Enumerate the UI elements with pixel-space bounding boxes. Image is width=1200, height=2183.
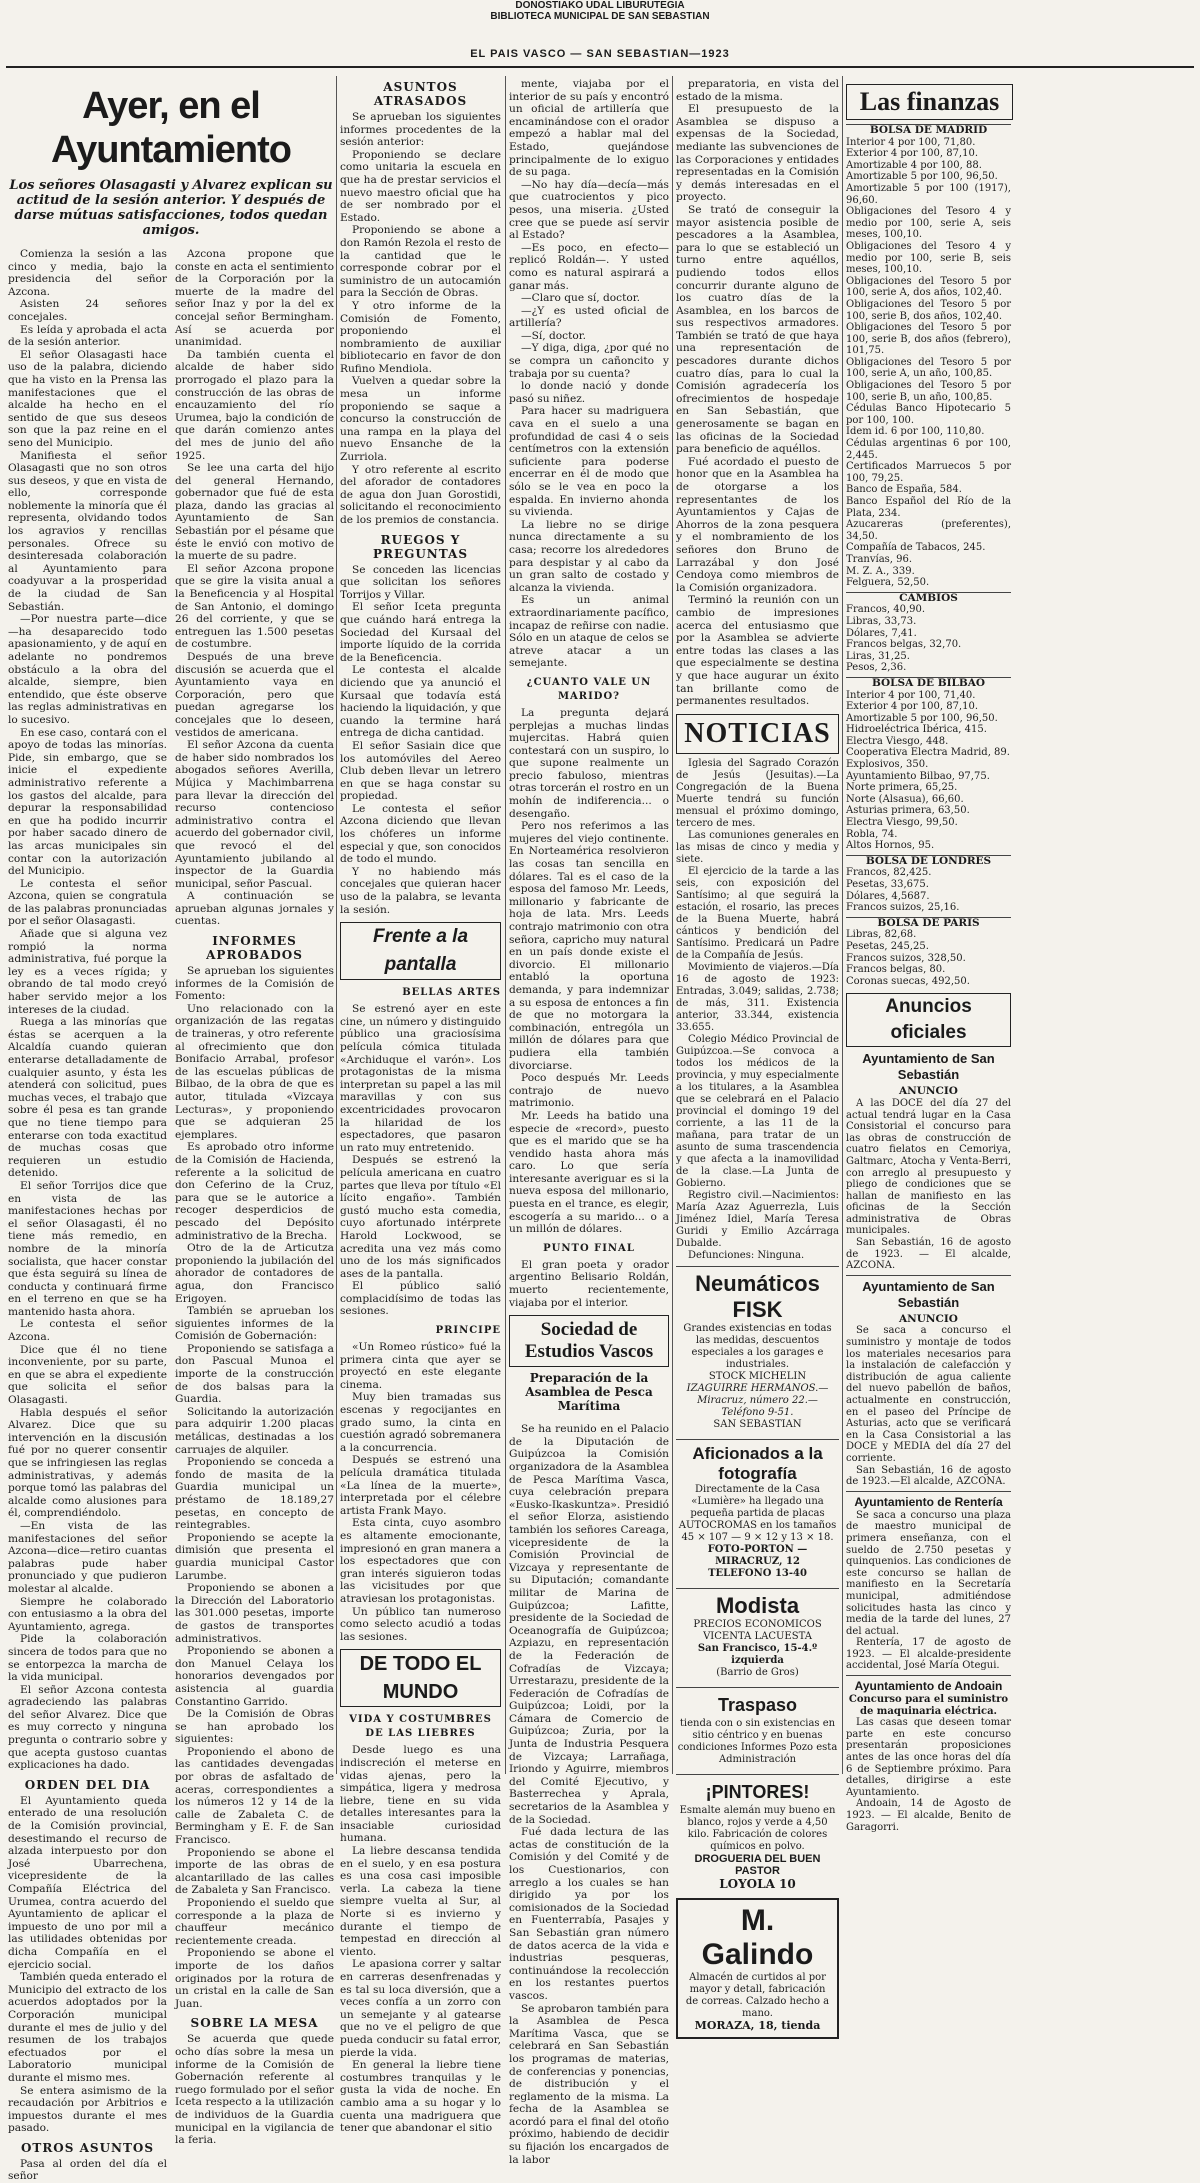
quote-line: Felguera, 52,50. bbox=[846, 577, 930, 589]
quote-line: Norte (Alsasua), 66,60. bbox=[846, 793, 964, 805]
paragraph: lo donde nació y donde pasó su niñez. bbox=[509, 380, 669, 405]
paragraph: Para hacer su madriguera cava en el suelo a una profundidad de casi 4 o seis centímetros con la extensión suficiente para poderse encerrar en él de modo que sólo se le vea en poco la espalda. En invierno ahonda su vivienda. bbox=[509, 405, 669, 519]
quote-line: Electra Viesgo, 99,50. bbox=[846, 817, 958, 829]
quote-line: Francos, 40,90. bbox=[846, 604, 926, 616]
paragraph: Poco después Mr. Leeds contrajo de nuevo matrimonio. bbox=[509, 1072, 669, 1110]
galindo-text: Almacén de curtidos al por mayor y detall, fabricación de correas. Calzado hecho a mano. bbox=[685, 1972, 830, 2020]
quote-line: Azucareras (preferentes), 34,50. bbox=[846, 519, 1011, 542]
paragraph: Proponiendo se conceda a fondo de masita de la Guardia municipal un préstamo de 18.189,27 pesetas, en concepto de reintegrables. bbox=[175, 1456, 334, 1532]
section-otros-asuntos: OTROS ASUNTOS bbox=[20, 2140, 155, 2155]
renteria-text: Se saca a concurso una plaza de maestro municipal de primera enseñanza, con el sueldo de 2.750 pesetas y quinquenios. Las condiciones de este concurso se hallan de manifiesto en la Secretaría municipal, admitiéndose solicitudes hasta las cinco y media de la tarde del lunes, 27 del actual. bbox=[846, 1509, 1011, 1637]
finanzas-title: Las finanzas bbox=[846, 84, 1013, 120]
paragraph: Mr. Leeds ha batido una especie de «record», puesto que es el marido que se ha vendido hasta ahora más caro. Lo que sería interesante averiguar es si la nueva esposa del millonario, puesta en el trance, es elegir, escogería a su marido... o a un millón de dólares. bbox=[509, 1109, 669, 1236]
pintores-address: LOYOLA 10 bbox=[719, 1876, 796, 1891]
liebres-subtitle: VIDA Y COSTUMBRES DE LAS LIEBRES bbox=[349, 1714, 492, 1740]
paragraph: Siempre he colaborado con entusiasmo a la obra del Ayuntamiento, agrega. bbox=[8, 1595, 167, 1633]
anuncio-label: ANUNCIO bbox=[899, 1085, 958, 1098]
quote-line: Norte primera, 65,25. bbox=[846, 782, 958, 794]
quote-line: Cédulas Banco Hipotecario 5 por 100, 100. bbox=[846, 403, 1011, 426]
ayto-andoain-title: Ayuntamiento de Andoain bbox=[854, 1679, 1003, 1694]
paragraph: Se lee una carta del hijo del general Hernando, gobernador que fué de esta plaza, dando las gracias al Ayuntamiento de San Sebastián por el pésame que éste le envió con motivo de la muerte de su padre. bbox=[175, 462, 334, 563]
section-asuntos-atrasados: ASUNTOS ATRASADOS bbox=[373, 80, 468, 108]
quote-line: Cooperativa Electra Madrid, 89. bbox=[846, 747, 1010, 759]
ad-traspaso bbox=[676, 1687, 839, 1770]
paragraph: Se aprueban los siguientes informes procedentes de la sesión anterior: bbox=[340, 111, 501, 149]
column-separator bbox=[505, 76, 506, 1774]
anuncio-sign: San Sebastián, 16 de agosto de 1923.—El alcalde, AZCONA. bbox=[846, 1464, 1011, 1488]
paragraph: El Ayuntamiento queda enterado de una resolución de la Comisión provincial, desestimando el recurso de alzada interpuesto por don José Ubarrechena, vicepresidente de la Compañía Eléctrica del Urumea, contra acuerdo del Ayuntamiento de aplicar el impuesto de uno por mil a las utilidades obtenidas por dicha Compañía en el ejercicio social. bbox=[8, 1794, 167, 1971]
quote-line: Francos, 82,425. bbox=[846, 867, 932, 879]
column-3 bbox=[340, 78, 501, 2135]
principe-label: PRINCIPE bbox=[435, 1325, 501, 1337]
paragraph: Le contesta el señor Azcona diciendo que llevan los chóferes un informe especial y que, son conocidos de todo el mundo. bbox=[340, 802, 501, 866]
paragraph: Proponiendo se declare como unitaria la escuela en que ha de prestar servicios el nuevo maestro oficial que ha de ser nombrado por el Estado. bbox=[340, 148, 501, 224]
paragraph: —En vista de las manifestaciones del señor Azcona—dice—retiro cuantas palabras pude haber pronunciado y que pudieron molestar al alcalde. bbox=[8, 1519, 167, 1595]
frente-pantalla-title: Frente a la pantalla bbox=[340, 922, 501, 980]
paragraph: También queda enterado el Municipio del extracto de los acuerdos adoptados por la Corporación municipal durante el mes de julio y del resumen de los trabajos efectuados por el Laboratorio municipal durante el mismo mes. bbox=[8, 1971, 167, 2084]
paragraph: Comienza la sesión a las cinco y media, bajo la presidencia del señor Azcona. bbox=[8, 248, 167, 298]
subheadline-ayuntamiento: Los señores Olasagasti y Alvarez explican su actitud de la sesión anterior. Y después de darse mútuas satisfacciones, todos quedan amigos. bbox=[9, 178, 333, 238]
paragraph: Asisten 24 señores concejales. bbox=[8, 298, 167, 323]
paragraph: Añade que si alguna vez rompió la norma administrativa, fué porque la ley es a veces rígida; y obrando de tal modo creyó haber servido mejor a los intereses de la ciudad. bbox=[8, 928, 167, 1016]
paragraph: Después se estrenó la película americana en cuatro partes que lleva por título «El lícito engaño». También gustó mucho esta comedia, cuyo afortunado intérprete Harold Lockwood, se acredita una vez más como uno de los más significados ases de la pantalla. bbox=[340, 1154, 501, 1280]
ad-galindo bbox=[676, 1898, 839, 2039]
paragraph: El gran poeta y orador argentino Belisario Roldán, muerto recientemente, viajaba por el interior. bbox=[509, 1258, 669, 1309]
quote-line: Banco de España, 584. bbox=[846, 484, 962, 496]
paragraph: Proponiendo se abonen a don Manuel Celaya los honorarios devengados por asistencia al guardia Constantino Garrido. bbox=[175, 1645, 334, 1708]
library-line-spanish: BIBLIOTECA MUNICIPAL DE SAN SEBASTIAN bbox=[490, 11, 710, 22]
paragraph: Le contesta el señor Azcona. bbox=[8, 1318, 167, 1344]
paragraph: El presupuesto de la Asamblea se dispuso a expensas de la Sociedad, mediante las subvenciones de las Corporaciones y entidades representadas en la Comisión y demás interesadas en el proyecto. bbox=[676, 103, 839, 204]
quote-line: Interior 4 por 100, 71,40. bbox=[846, 689, 976, 701]
section-cuanto-vale-marido: ¿CUANTO VALE UN MARIDO? bbox=[526, 676, 652, 702]
section-informes-aprobados: INFORMES APROBADOS bbox=[206, 934, 303, 963]
paragraph: preparatoria, en vista del estado de la misma. bbox=[676, 78, 839, 103]
paragraph: Proponiendo se abone a don Ramón Rezola el resto de la cantidad que le corresponde cobrar por el suministro de un autocamión para la Sección de Obras. bbox=[340, 224, 501, 300]
paragraph: El público salió complacidísimo de todas las sesiones. bbox=[340, 1280, 501, 1318]
paragraph: La pregunta dejará perplejas a muchas lindas mujercitas. Habrá quien contestará con un suspiro, lo que supone realmente un precio fabuloso, mientras otras torcerán el rostro en un mohín de indiferencia... o desengaño. bbox=[509, 706, 669, 820]
quote-line: Robla, 74. bbox=[846, 828, 898, 840]
paragraph: Después de una breve discusión se acuerda que el Ayuntamiento vaya en Corporación, pero que puedan agregarse los concejales que lo deseen, vestidos de americana. bbox=[175, 651, 334, 739]
quote-line: Banco Español del Río de la Plata, 234. bbox=[846, 496, 1011, 519]
quote-line: Explosivos, 350. bbox=[846, 759, 929, 771]
pintores-title: ¡PINTORES! bbox=[705, 1781, 810, 1802]
paragraph: Se acuerda que quede ocho días sobre la mesa un informe de la Comisión de Gobernación referente al ruego formulado por el señor Iceta respecto a la utilización de individuos de la Guardia municipal en la vigilancia de la feria. bbox=[175, 2033, 334, 2147]
column-2 bbox=[175, 248, 334, 2183]
quote-line: Obligaciones del Tesoro 5 por 100, serie B, dos años, 102,40. bbox=[846, 298, 1011, 322]
paragraph: Proponiendo se abonen a la Dirección del Laboratorio las 301.000 pesetas, importe de gastos de transportes administrativos. bbox=[175, 1582, 334, 1645]
paragraph: El señor Iceta pregunta que cuándo hará entrega la Sociedad del Kursaal del importe líquido de la corrida de la Beneficencia. bbox=[340, 601, 501, 664]
paragraph: El señor Torrijos dice que en vista de las manifestaciones hechas por el señor Olasagasti, él no tiene más remedio, en nombre de la minoría socialista, que hacer constar que ésta seguirá su línea de conducta y continuará firme en el terreno en que se ha mantenido hasta ahora. bbox=[8, 1179, 167, 1318]
paragraph: Le contesta el señor Azcona, quien se congratula de las palabras pronunciadas por el señor Olasagasti. bbox=[8, 877, 167, 928]
noticias-title: NOTICIAS bbox=[676, 714, 839, 754]
paragraph: Se entera asimismo de la recaudación por Arbitrios e impuestos durante el mes pasado. bbox=[8, 2084, 167, 2135]
column-separator bbox=[672, 76, 673, 1774]
quote-line: Francos suizos, 328,50. bbox=[846, 952, 966, 964]
paragraph: Le apasiona correr y saltar en carreras desenfrenadas y es tal su loca diversión, que a veces confía a un zorro con un semejante y al gatearse que no ve el peligro de que pueda conducir su fatal error, pierde la vida. bbox=[340, 1958, 501, 2059]
paragraph: Se trató de conseguir la mayor asistencia posible de pescadores a la Asamblea, para lo que se estableció un turno entre aquéllos, pudiendo todos ellos concurrir durante alguno de los cuatro días de la Asamblea, en los barcos de sus respectivos armadores. También se trató de que haya una representación de pescadores durante dichos cuatro días, para lo cual la Comisión agradecería los ofrecimientos de hospedaje en San Sebastián, que generosamente se bagan en las oficinas de la Sociedad para beneficio de aquéllos. bbox=[676, 203, 839, 456]
renteria-sign: Rentería, 17 de agosto de 1923. — El alcalde-presidente accidental, José María Otegui. bbox=[846, 1637, 1011, 1672]
finanzas-block bbox=[846, 124, 1011, 1833]
paragraph: Terminó la reunión con un cambio de impresiones acerca del entusiasmo que por la Asamblea se advierte entre todas las clases a las que especialmente se destina y que hace augurar un éxito tan brillante como de permanentes resultados. bbox=[676, 594, 839, 708]
bolsa-paris-label: BOLSA DE PARIS bbox=[846, 917, 1011, 930]
column-4 bbox=[509, 78, 669, 2166]
paragraph: Pasa al orden del día el señor bbox=[8, 2157, 167, 2183]
quote-line: Obligaciones del Tesoro 5 por 100, serie A, un año, 100,85. bbox=[846, 356, 1011, 380]
pintores-shop: DROGUERIA DEL BUEN PASTOR bbox=[694, 1852, 821, 1878]
bolsa-londres-label: BOLSA DE LONDRES bbox=[846, 855, 1011, 868]
paragraph: De la Comisión de Obras se han aprobado los siguientes: bbox=[175, 1708, 334, 1746]
paragraph: Un público tan numeroso como selecto acudió a todas las sesiones. bbox=[340, 1605, 501, 1643]
paragraph: Y no habiendo más concejales que quieran hacer uso de la palabra, se levanta la sesión. bbox=[340, 865, 501, 916]
paragraph: Pide la colaboración sincera de todos para que no se entorpezca la marcha de la vida municipal. bbox=[8, 1633, 167, 1684]
paragraph: Solicitando la autorización para adquirir 1.200 placas metálicas, destinadas a los carruajes de alquiler. bbox=[175, 1405, 334, 1456]
bellas-artes-label: BELLAS ARTES bbox=[402, 987, 501, 999]
quote-line: Dólares, 7,41. bbox=[846, 627, 917, 639]
library-line-basque: DONOSTIAKO UDAL LIBURUTEGIA bbox=[515, 0, 685, 11]
paragraph: Después se estrenó una película dramática titulada «La línea de la muerte», interpretada por el célebre artista Frank Mayo. bbox=[340, 1454, 501, 1517]
quote-line: Amortizable 5 por 100, 96,50. bbox=[846, 171, 998, 183]
paragraph: —Es poco, en efecto—replicó Roldán—. Y usted como es natural aspirará a ganar más. bbox=[509, 241, 669, 292]
paragraph: El señor Azcona da cuenta de haber sido nombrados los abogados señores Averilla, Mújica y Machimbarrena para llevar la dirección del recurso contencioso administrativo contra el acuerdo del gobernador civil, que revocó el del Ayuntamiento jubilando al inspector de la Guardia municipal, señor Pascual. bbox=[175, 739, 334, 890]
paragraph: Proponiendo el sueldo que corresponde a la plaza de chauffeur mecánico recientemente creada. bbox=[175, 1897, 334, 1947]
ad-fotografia bbox=[676, 1439, 839, 1584]
fisk-address: IZAGUIRRE HERMANOS.—Miracruz, número 22.—Teléfono 9-51. bbox=[686, 1382, 829, 1418]
ayto-san-sebastian-title: Ayuntamiento de San Sebastián bbox=[862, 1278, 995, 1310]
modista-line: San Francisco, 15-4.º izquierda bbox=[697, 1642, 818, 1666]
column-1 bbox=[8, 248, 167, 2183]
quote-line: Amortizable 4 por 100, 88. bbox=[846, 159, 982, 171]
paragraph: Proponiendo se satisfaga a don Pascual Munoa el importe de la construcción de dos balsas para la Guardia. bbox=[175, 1342, 334, 1406]
modista-line: VICENTA LACUESTA bbox=[703, 1630, 812, 1642]
fisk-stock: STOCK MICHELIN bbox=[708, 1370, 807, 1382]
andoain-sign: Andoain, 14 de Agosto de 1923. — El alcalde, Benito de Garagorri. bbox=[846, 1798, 1011, 1833]
paragraph: Movimiento de viajeros.—Día 16 de agosto de 1923: Entradas, 3.049; salidas, 2.738; de más, 311. Existencia anterior, 33.344, existencia 33.655. bbox=[676, 961, 839, 1033]
paragraph: El señor Azcona contesta agradeciendo las palabras del señor Alvarez. Dice que es muy correcto y ninguna pregunta o contrario sobre y que acepta gustoso cuantas explicaciones ha dado. bbox=[8, 1683, 167, 1772]
paragraph: Fué acordado el puesto de honor que en la Asamblea ha de otorgarse a los representantes de los Ayuntamientos y Cajas de Ahorros de la zona pesquera y el nombramiento de los señores don Bruno de Larrazábal y don José Cendoya como miembros de la Comisión organizadora. bbox=[676, 455, 839, 594]
quote-line: Hidroeléctrica Ibérica, 415. bbox=[846, 724, 987, 736]
quote-line: Idem id. 6 por 100, 110,80. bbox=[846, 426, 985, 438]
paragraph: Proponiendo se acepte la dimisión que presenta el guardia municipal Castor Larumbe. bbox=[175, 1531, 334, 1582]
quote-line: Obligaciones del Tesoro 5 por 100, serie B, un año, 100,85. bbox=[846, 380, 1011, 403]
foto-address: FOTO-PORTON — MIRACRUZ, 12 bbox=[707, 1543, 808, 1567]
masthead-rule bbox=[6, 66, 1194, 68]
quote-line: Amortizable 5 por 100, 96,50. bbox=[846, 712, 998, 724]
paragraph: Desde luego es una indiscreción el meterse en vidas ajenas, pero la simpática, ligera y medrosa liebre, tiene en su vida detalles interesantes para la insaciable curiosidad humana. bbox=[340, 1744, 501, 1845]
paragraph: Fué dada lectura de las actas de constitución de la Comisión y del Comité y de los Cuestionarios, con arreglo a los cuales se han dirigido ya por los comisionados de la Sociedad en Fuenterrabía, Pasajes y San Sebastián gran número de datos acerca de la vida e industrias pesqueras, continuándose la recolección en los restantes puertos vascos. bbox=[509, 1826, 669, 2002]
paragraph: Muy bien tramadas sus escenas y regocijantes en grado sumo, la cinta en cuestión agradó sobremanera a la concurrencia. bbox=[340, 1391, 501, 1454]
paragraph: —Por nuestra parte—dice—ha desaparecido todo apasionamiento, y de aquí en adelante no pondremos obstáculo a la obra del alcalde, siempre, bien entendido, que éste observe las reglas administrativas en lo sucesivo. bbox=[8, 613, 167, 726]
paragraph: A continuación se aprueban algunas jornales y cuentas. bbox=[175, 890, 334, 928]
section-orden-del-dia: ORDEN DEL DIA bbox=[24, 1777, 151, 1792]
paragraph: El ejercicio de la tarde a las seis, con exposición del Santísimo; al que seguirá la estación, el rosario, las preces de la Buena Muerte, habrá cánticos y bendición del Santísimo. Predicará un Padre de la Compañía de Jesús. bbox=[676, 865, 839, 961]
modista-title: Modista bbox=[715, 1592, 800, 1618]
paragraph: Se ha reunido en el Palacio de la Diputación de Guipúzcoa la Comisión organizadora de la Asamblea de Pesca Marítima Vasca, cuya celebración prepara «Eusko-Ikaskuntza». Presidió el señor Elorza, asistiendo también los señores Careaga, vicepresidente de la Comisión Provincial de Vizcaya y representante de su Diputación; comandante militar de Marina de Guipúzcoa; Lafitte, presidente de la Sociedad de Oceanografía de Guipúzcoa; Azpiazu, en representación de la Federación de Cofradías de Vizcaya; Urrestarazu, presidente de la Federación de Cofradías de Guipúzcoa; Loidi, por la Cámara de Comercio de Guipúzcoa; Zuria, por la Junta de Industria Pesquera de Vizcaya; Larrañaga, Iriondo y Aguirre, miembros del Comité Ejecutivo, y Basterrechea y Aprala, secretarios de la Asamblea y de la Sociedad. bbox=[509, 1423, 669, 1826]
paragraph: Otro de la de Articutza proponiendo la jubilación del ahorador de contadores de agua, don Francisco Erigoyen. bbox=[175, 1242, 334, 1305]
column-6 bbox=[846, 78, 1192, 1833]
paragraph: Se estrenó ayer en este cine, un número y distinguido público una graciosísima película cómica titulada «Archiduque el varón». Los protagonistas de la misma interpretan su papel a las mil maravillas y con sus excentricidades provocaron la hilaridad de los espectadores, que pasaron un rato muy entretenido. bbox=[340, 1003, 501, 1154]
paragraph: Proponiendo se abone el importe de las obras de alcantarillado de las calles de Zabaleta y San Francisco. bbox=[175, 1846, 334, 1897]
quote-line: Libras, 82,68. bbox=[846, 929, 917, 941]
quote-line: Tranvías, 96. bbox=[846, 553, 913, 565]
ad-modista bbox=[676, 1588, 839, 1683]
modista-line: PRECIOS ECONOMICOS bbox=[693, 1618, 822, 1630]
ayto-san-sebastian-title: Ayuntamiento de San Sebastián bbox=[862, 1051, 995, 1083]
sociedad-subtitle: Preparación de la Asamblea de Pesca Marítima bbox=[525, 1371, 653, 1414]
traspaso-text: tienda con o sin existencias en sitio céntrico y en buenas condiciones Informes Pozo esta Administración bbox=[677, 1717, 838, 1765]
section-sobre-la-mesa: SOBRE LA MESA bbox=[190, 2016, 319, 2031]
modista-line: (Barrio de Gros) bbox=[716, 1666, 799, 1678]
headline-ayuntamiento: Ayer, en el Ayuntamiento bbox=[51, 85, 291, 171]
quote-line: Francos belgas, 80. bbox=[846, 964, 946, 976]
paragraph: En general la liebre tiene costumbres tranquilas y le gusta la vida de noche. En cambio ama a su hogar y lo cuenta una madriguera que tener que abandonar el sitio bbox=[340, 2059, 501, 2135]
paragraph: Da también cuenta el alcalde de haber sido prorrogado el plazo para la construcción de las obras de encauzamiento del río Urumea, bajo la condición de que darán comienzo antes del mes de junio del año 1925. bbox=[175, 348, 334, 462]
quote-line: Francos belgas, 32,70. bbox=[846, 639, 962, 651]
paragraph: —Claro que sí, doctor. bbox=[521, 292, 641, 305]
anuncios-oficiales-title: Anuncios oficiales bbox=[846, 993, 1011, 1047]
anuncio-sign: San Sebastián, 16 de agosto de 1923. — El alcalde, AZCONA. bbox=[846, 1237, 1011, 1272]
quote-line: Electra Viesgo, 448. bbox=[846, 735, 949, 747]
paragraph: Y otro informe de la Comisión de Fomento, proponiendo el nombramiento de auxiliar bibliotecario en favor de don Rufino Mendiola. bbox=[340, 299, 501, 375]
paragraph: Es leída y aprobada el acta de la sesión anterior. bbox=[8, 323, 167, 349]
quote-line: Obligaciones del Tesoro 5 por 100, serie A, dos años, 102,40. bbox=[846, 275, 1011, 299]
foto-title: Aficionados a la fotografía bbox=[692, 1443, 823, 1483]
paragraph: El señor Azcona propone que se gire la visita anual a la Beneficencia y al Hospital de San Antonio, el domingo 26 del corriente, y que se entreguen las 1.500 pesetas de costumbre. bbox=[175, 562, 334, 651]
paragraph: —¿Y es usted oficial de artillería? bbox=[509, 304, 669, 330]
quote-line: Altos Hornos, 95. bbox=[846, 840, 935, 852]
paragraph: Esta cinta, cuyo asombro es altamente emocionante, impresionó en gran manera a los espectadores que con gran interés siguieron todas las vicisitudes por que atraviesan los protagonistas. bbox=[340, 1517, 501, 1605]
paragraph: Las comuniones generales en las misas de cinco y media y siete. bbox=[676, 829, 839, 865]
masthead: EL PAIS VASCO — SAN SEBASTIAN—1923 bbox=[470, 48, 730, 60]
paragraph: Iglesia del Sagrado Corazón de Jesús (Jesuitas).—La Congregación de la Buena Muerte tendrá su función mensual el próximo domingo, tercero de mes. bbox=[676, 757, 839, 829]
anuncio-text: Se saca a concurso el suministro y montaje de todos los materiales necesarios para la instalación de calefacción y distribución de agua caliente del nuevo pabellón de baños, actualmente en construcción, en el paseo del Príncipe de Asturias, acto que se verificará en la Casa Consistorial a las DOCE y MEDIA del día 27 del corriente. bbox=[846, 1325, 1011, 1464]
cambios-label: CAMBIOS bbox=[846, 592, 1011, 605]
bolsa-madrid-label: BOLSA DE MADRID bbox=[846, 124, 1011, 137]
fisk-city: SAN SEBASTIAN bbox=[713, 1418, 802, 1430]
quote-line: Liras, 31,25. bbox=[846, 650, 910, 662]
paragraph: Proponiendo el abono de las cantidades devengadas por obras de asfaltado de aceras, correspondientes a los números 12 y 14 de la calle de Zabaleta C. de Bermingham y E. F. de San Francisco. bbox=[175, 1745, 334, 1847]
quote-line: Certificados Marruecos 5 por 100, 79,25. bbox=[846, 461, 1011, 484]
quote-line: Coronas suecas, 492,50. bbox=[846, 975, 970, 987]
paragraph: Y otro referente al escrito del aforador de contadores de agua don Juan Gorostidi, solicitando el reconocimiento de los premios de constancia. bbox=[340, 463, 501, 526]
paragraph: Se conceden las licencias que solicitan los señores Torrijos y Villar. bbox=[340, 563, 501, 601]
fisk-text: Grandes existencias en todas las medidas, descuentos especiales a los garages e industriales. bbox=[683, 1322, 832, 1370]
quote-line: Pesos, 2,36. bbox=[846, 662, 907, 674]
paragraph: Es aprobado otro informe de la Comisión de Hacienda, referente a la solicitud de don Ceferino de la Cruz, para que se le autorice a recoger desperdicios de pescado del Depósito administrativo de la Brecha. bbox=[175, 1141, 334, 1242]
ad-fisk bbox=[676, 1266, 839, 1435]
paragraph: Manifiesta el señor Olasagasti que no son otros sus deseos, y que en vista de ello, corresponde noblemente la minoría que él representa, olvidando todos los agravios y rencillas personales. Ofrece su desinteresada colaboración al Ayuntamiento para coadyuvar a la prosperidad de la ciudad de San Sebastián. bbox=[8, 449, 167, 613]
paragraph: Ruega a las minorías que éstas se acerquen a la Alcaldía cuando quieran enterarse detalladamente de cualquier asunto, y ésta les atenderá con solicitud, pues muchas veces, el trabajo que sobre él pesa es tan grande que no tiene tiempo para enterarse con toda exactitud de muchas cosas que requieren un estudio detenido. bbox=[8, 1016, 167, 1180]
paragraph: Azcona propone que conste en acta el sentimiento de la Corporación por la muerte de la madre del señor Inaz y por la del ex concejal señor Bermingham. Así se acuerda por unanimidad. bbox=[175, 248, 334, 349]
column-separator bbox=[336, 76, 337, 1774]
paragraph: mente, viajaba por el interior de su país y encontró un oficial de artillería que encaminándose con el orador empezó a hablar mal del Estado, quejándose principalmente de lo exiguo de su paga. bbox=[509, 78, 669, 179]
article-ayuntamiento bbox=[8, 78, 334, 2183]
andoain-subtitle: Concurso para el suministro de maquinaria eléctrica. bbox=[848, 1694, 1009, 1717]
galindo-title: M. Galindo bbox=[701, 1904, 814, 1972]
paragraph: —Y diga, diga, ¿por qué no se compra un cañoncito y trabaja por su cuenta? bbox=[509, 342, 669, 380]
quote-line: Compañía de Tabacos, 245. bbox=[846, 542, 986, 554]
anuncio-text: A las DOCE del día 27 del actual tendrá lugar en la Casa Consistorial el concurso para las obras de construcción de cuatro fielatos en Cemoriya, Galtmarc, Atocha y Venta-Berri, con arreglo al presupuesto y pliego de condiciones que se hallan de manifiesto en las oficinas de la Sección administrativa de Obras municipales. bbox=[846, 1097, 1011, 1237]
ad-pintores bbox=[676, 1774, 839, 1895]
bolsa-bilbao-label: BOLSA DE BILBAO bbox=[846, 677, 1011, 690]
quote-line: Cédulas argentinas 6 por 100, 2,445. bbox=[846, 438, 1011, 461]
paragraph: Vuelven a quedar sobre la mesa un informe proponiendo se saque a concurso la construcción de una rampa en la playa del nuevo Ensanche de la Zurriola. bbox=[340, 375, 501, 464]
paragraph: Colegio Médico Provincial de Guipúzcoa.—Se convoca a todos los médicos de la provincia, y muy especialmente a los titulares, a la Asamblea que se celebrará en el Palacio provincial el domingo 19 del corriente, a las 11 de la mañana, para tratar de un asunto de suma trascendencia y que afecta a la inamovilidad de la clase.—La Junta de Gobierno. bbox=[676, 1033, 839, 1189]
quote-line: Dólares, 4,5687. bbox=[846, 890, 930, 902]
quote-line: Interior 4 por 100, 71,80. bbox=[846, 136, 976, 148]
paragraph: El señor Sasiain dice que los automóviles del Aereo Club deben llevar un letrero en que se haga constar su propiedad. bbox=[340, 739, 501, 803]
paragraph: Pero nos referimos a las mujeres del viejo continente. En Norteamérica resolvieron las cosas tan sencilla en dólares. Tal es el caso de la esposa del famoso Mr. Leeds, millonario y fabricante de hoja de lata. Mrs. Leeds contrajo matrimonio con otra señora, capricho muy natural en un país donde existe el divorcio. El millonario entabló la oportuna demanda, y para indemnizar a su esposa de entonces a fin de que no motorgara la combinación, entrególa un millón de dólares para que pudiera ella también divorciarse. bbox=[509, 820, 669, 1072]
paragraph: Es un animal extraordinariamente pacífico, incapaz de reñirse con nadie. Sólo en un ataque de celos se atreve atacar a un semejante. bbox=[509, 594, 669, 670]
quote-line: Amortizable 5 por 100 (1917), 96,60. bbox=[846, 182, 1011, 206]
paragraph: El señor Olasagasti hace uso de la palabra, diciendo que ha visto en la Prensa las manifestaciones que el alcalde ha hecho en el sentido de que sus deseos son que la paz reine en el seno del Municipio. bbox=[8, 348, 167, 449]
paragraph: Habla después el señor Alvarez. Dice que su intervención en la discusión fué por no querer consentir que se infringiesen las reglas administrativas, y además porque tomó las palabras del alcalde como alusiones para él, comprendiéndolo. bbox=[8, 1406, 167, 1520]
quote-line: Pesetas, 245,25. bbox=[846, 940, 929, 952]
pintores-text: Esmalte alemán muy bueno en blanco, rojos y verde a 4,50 kilo. Fabricación de colores químicos en polvo. bbox=[679, 1804, 836, 1852]
quote-line: Asturias primera, 63,50. bbox=[846, 805, 970, 817]
paragraph: También se aprueban los siguientes informes de la Comisión de Gobernación: bbox=[175, 1305, 334, 1343]
de-todo-el-mundo-title: DE TODO EL MUNDO bbox=[340, 1649, 501, 1707]
column-5 bbox=[676, 78, 839, 2033]
column-separator bbox=[842, 76, 843, 1774]
quote-line: Libras, 33,73. bbox=[846, 615, 917, 627]
section-punto-final: PUNTO FINAL bbox=[543, 1242, 635, 1254]
paragraph: —No hay día—decía—más que cuatrocientos y pico pesos, una miseria. ¿Usted cree que se puede así servir al Estado? bbox=[509, 178, 669, 242]
quote-line: Obligaciones del Tesoro 5 por 100, serie B, dos años (febrero), 101,75. bbox=[846, 322, 1011, 357]
paragraph: Se aprueban los siguientes informes de la Comisión de Fomento: bbox=[175, 965, 334, 1003]
quote-line: Pesetas, 33,675. bbox=[846, 879, 929, 890]
paragraph: «Un Romeo rústico» fué la primera cinta que ayer se proyectó en este elegante cinema. bbox=[340, 1341, 501, 1391]
quote-line: Exterior 4 por 100, 87,10. bbox=[846, 701, 979, 713]
quote-line: M. Z. A., 339. bbox=[846, 565, 915, 577]
quote-line: Ayuntamiento Bilbao, 97,75. bbox=[846, 770, 990, 782]
paragraph: Registro civil.—Nacimientos: María Azaz Aguerrezla, Luis Jiménez Idiel, María Teresa Guridi y Emilio Azcárraga Dubalde. bbox=[676, 1189, 839, 1249]
ayto-renteria-title: Ayuntamiento de Rentería bbox=[854, 1494, 1003, 1509]
foto-text: Directamente de la Casa «Lumière» ha llegado una pequeña partida de placas AUTOCROMAS en los tamaños 45 × 107 — 9 × 12 y 13 × 18. bbox=[678, 1483, 837, 1543]
quote-line: Obligaciones del Tesoro 4 y medio por 100, serie B, seis meses, 100,10. bbox=[846, 240, 1011, 276]
paragraph: Se aprobaron también para la Asamblea de Pesca Marítima Vasca, que se celebrará en San Sebastián los programas de materias, de conferencias y ponencias, de distribución y el reglamento de la misma. La fecha de la Asamblea se acordó para el final del otoño próximo, habiendo de decidir su fijación los encargados de la labor bbox=[509, 2002, 669, 2166]
paragraph: En ese caso, contará con el apoyo de todas las minorías. Pide, sin embargo, que se inicie el expediente administrativo referente a los gastos del alcalde, para depurar la responsabilidad en que ha podido incurrir por haber sacado dinero de las arcas municipales sin contar con la autorización del Municipio. bbox=[8, 726, 167, 878]
paragraph: Defunciones: Ninguna. bbox=[688, 1249, 805, 1261]
galindo-address: MORAZA, 18, tienda bbox=[694, 2019, 821, 2033]
paragraph: Uno relacionado con la organización de las regatas de traineras, y otro referente al ofrecimiento que don Bonifacio Arrabal, profesor de las escuelas públicas de Bilbao, de la obra de que es autor, titulada «Vizcaya Lecturas», y proponiendo que se adquieran 25 ejemplares. bbox=[175, 1002, 334, 1141]
section-ruegos-preguntas: RUEGOS Y PREGUNTAS bbox=[372, 532, 469, 561]
paragraph: Le contesta el alcalde diciendo que ya anunció el Kursaal que todavía está haciendo la liquidación, y que cuando la termine hará entrega de dicha cantidad. bbox=[340, 664, 501, 740]
paragraph: Proponiendo se abone el importe de los daños originados por la rotura de un cristal en la calle de San Juan. bbox=[175, 1947, 334, 2010]
foto-phone: TELEFONO 13-40 bbox=[708, 1567, 807, 1579]
sociedad-estudios-vascos-title: Sociedad de Estudios Vascos bbox=[509, 1315, 669, 1367]
traspaso-title: Traspaso bbox=[717, 1694, 798, 1715]
anuncio-label: ANUNCIO bbox=[899, 1312, 958, 1325]
paragraph: —Sí, doctor. bbox=[521, 329, 586, 342]
andoain-text: Las casas que deseen tomar parte en este concurso presentarán proposiciones antes de las once horas del día 6 de Septiembre próximo. Para detalles, dirigirse a este Ayuntamiento. bbox=[846, 1717, 1011, 1798]
paragraph: La liebre no se dirige nunca directamente a su casa; recorre los alrededores para despistar y al cabo da un gran salto de costado y alcanza la vivienda. bbox=[509, 518, 669, 594]
quote-line: Obligaciones del Tesoro 4 y medio por 100, serie A, seis meses, 100,10. bbox=[846, 206, 1011, 241]
paragraph: Dice que él no tiene inconveniente, por su parte, en que se abra el expediente que solicita el señor Olasagasti. bbox=[8, 1343, 167, 1407]
quote-line: Exterior 4 por 100, 87,10. bbox=[846, 148, 979, 160]
library-header bbox=[0, 0, 1200, 22]
paragraph: La liebre descansa tendida en el suelo, y en esa postura es una cosa casi imposible verla. La cabeza la tiene siempre vuelta al Sur, al Norte si es invierno y durante el tiempo de tempestad en dirección al viento. bbox=[340, 1845, 501, 1958]
quote-line: Francos suizos, 25,16. bbox=[846, 902, 960, 914]
fisk-title: Neumáticos FISK bbox=[695, 1270, 820, 1322]
